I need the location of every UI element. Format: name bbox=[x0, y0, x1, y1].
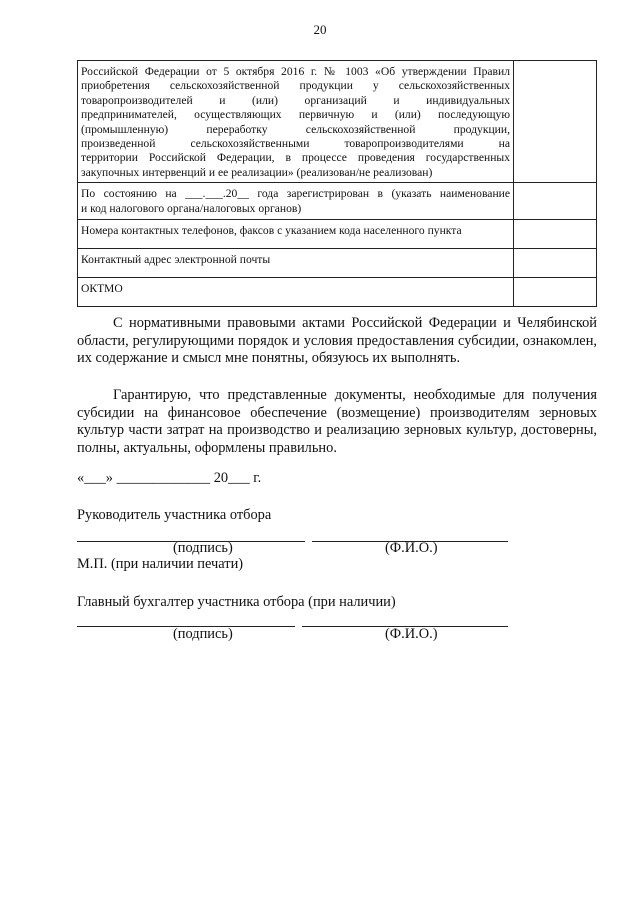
table-cell-label: ОКТМО bbox=[78, 278, 514, 307]
paragraph-acknowledgement: С нормативными правовыми актами Российской Федерации и Челябинской области, регулирующими порядок и условия предоставления субсидии, ознакомлен, их содержание и смысл мне понятны, обязуюсь их выполнять. bbox=[77, 315, 597, 367]
accountant-fio-caption: (Ф.И.О.) bbox=[385, 626, 438, 642]
table-cell-value[interactable] bbox=[514, 61, 597, 183]
table-cell-label: Контактный адрес электронной почты bbox=[78, 249, 514, 278]
date-line[interactable]: «___» _____________ 20___ г. bbox=[77, 470, 262, 486]
table-text-line: произведенной сельскохозяйственными товаропроизводителями на bbox=[81, 137, 510, 151]
accountant-label: Главный бухгалтер участника отбора (при наличии) bbox=[77, 594, 396, 610]
table-text-line: приобретения сельскохозяйственной продукции у сельскохозяйственных bbox=[81, 79, 510, 93]
head-fio-caption: (Ф.И.О.) bbox=[385, 540, 438, 556]
head-signature-caption: (подпись) bbox=[173, 540, 233, 556]
table-row-tax-registration bbox=[78, 183, 597, 220]
applicant-info-table bbox=[77, 60, 597, 307]
table-cell-label: Номера контактных телефонов, факсов с указанием кода населенного пункта bbox=[78, 220, 514, 249]
table-cell-value[interactable] bbox=[514, 249, 597, 278]
table-text-line: (промышленную) переработку сельскохозяйственной продукции, bbox=[81, 122, 510, 136]
table-cell-value[interactable] bbox=[514, 183, 597, 220]
table-text-line: предпринимателей, осуществляющих первичную и (или) последующую bbox=[81, 108, 510, 122]
table-text-line: Российской Федерации от 5 октября 2016 г. № 1003 «Об утверждении Правил bbox=[81, 65, 510, 78]
table-row-email bbox=[78, 249, 597, 278]
table-cell-value[interactable] bbox=[514, 220, 597, 249]
page-number: 20 bbox=[313, 22, 327, 37]
table-cell-value[interactable] bbox=[514, 278, 597, 307]
head-label: Руководитель участника отбора bbox=[77, 507, 272, 523]
accountant-signature-caption: (подпись) bbox=[173, 626, 233, 642]
table-row-oktmo bbox=[78, 278, 597, 307]
table-text-line: и код налогового органа/налоговых органов) bbox=[81, 201, 302, 215]
table-text-line: По состоянию на ___.___.20__ года зарегистрирован в (указать наименование bbox=[81, 187, 510, 201]
table-text-line: закупочных интервенций и ее реализации» (реализован/не реализован) bbox=[81, 165, 433, 179]
table-cell-label bbox=[78, 61, 514, 183]
table-text-line: товаропроизводителей и (или) организаций и индивидуальных bbox=[81, 93, 510, 107]
table-text-line: территории Российской Федерации, в процессе проведения государственных bbox=[81, 151, 510, 165]
stamp-note: М.П. (при наличии печати) bbox=[77, 556, 244, 572]
table-cell-label bbox=[78, 183, 514, 220]
paragraph-guarantee: Гарантирую, что представленные документы, необходимые для получения субсидии на финансовое обеспечение (возмещение) производителям зерновых культур части затрат на производство и реализацию зерновых культур, достоверны, полны, актуальны, оформлены правильно. bbox=[77, 387, 597, 456]
table-row-phones bbox=[78, 220, 597, 249]
table-row-purchase-rules bbox=[78, 61, 597, 183]
